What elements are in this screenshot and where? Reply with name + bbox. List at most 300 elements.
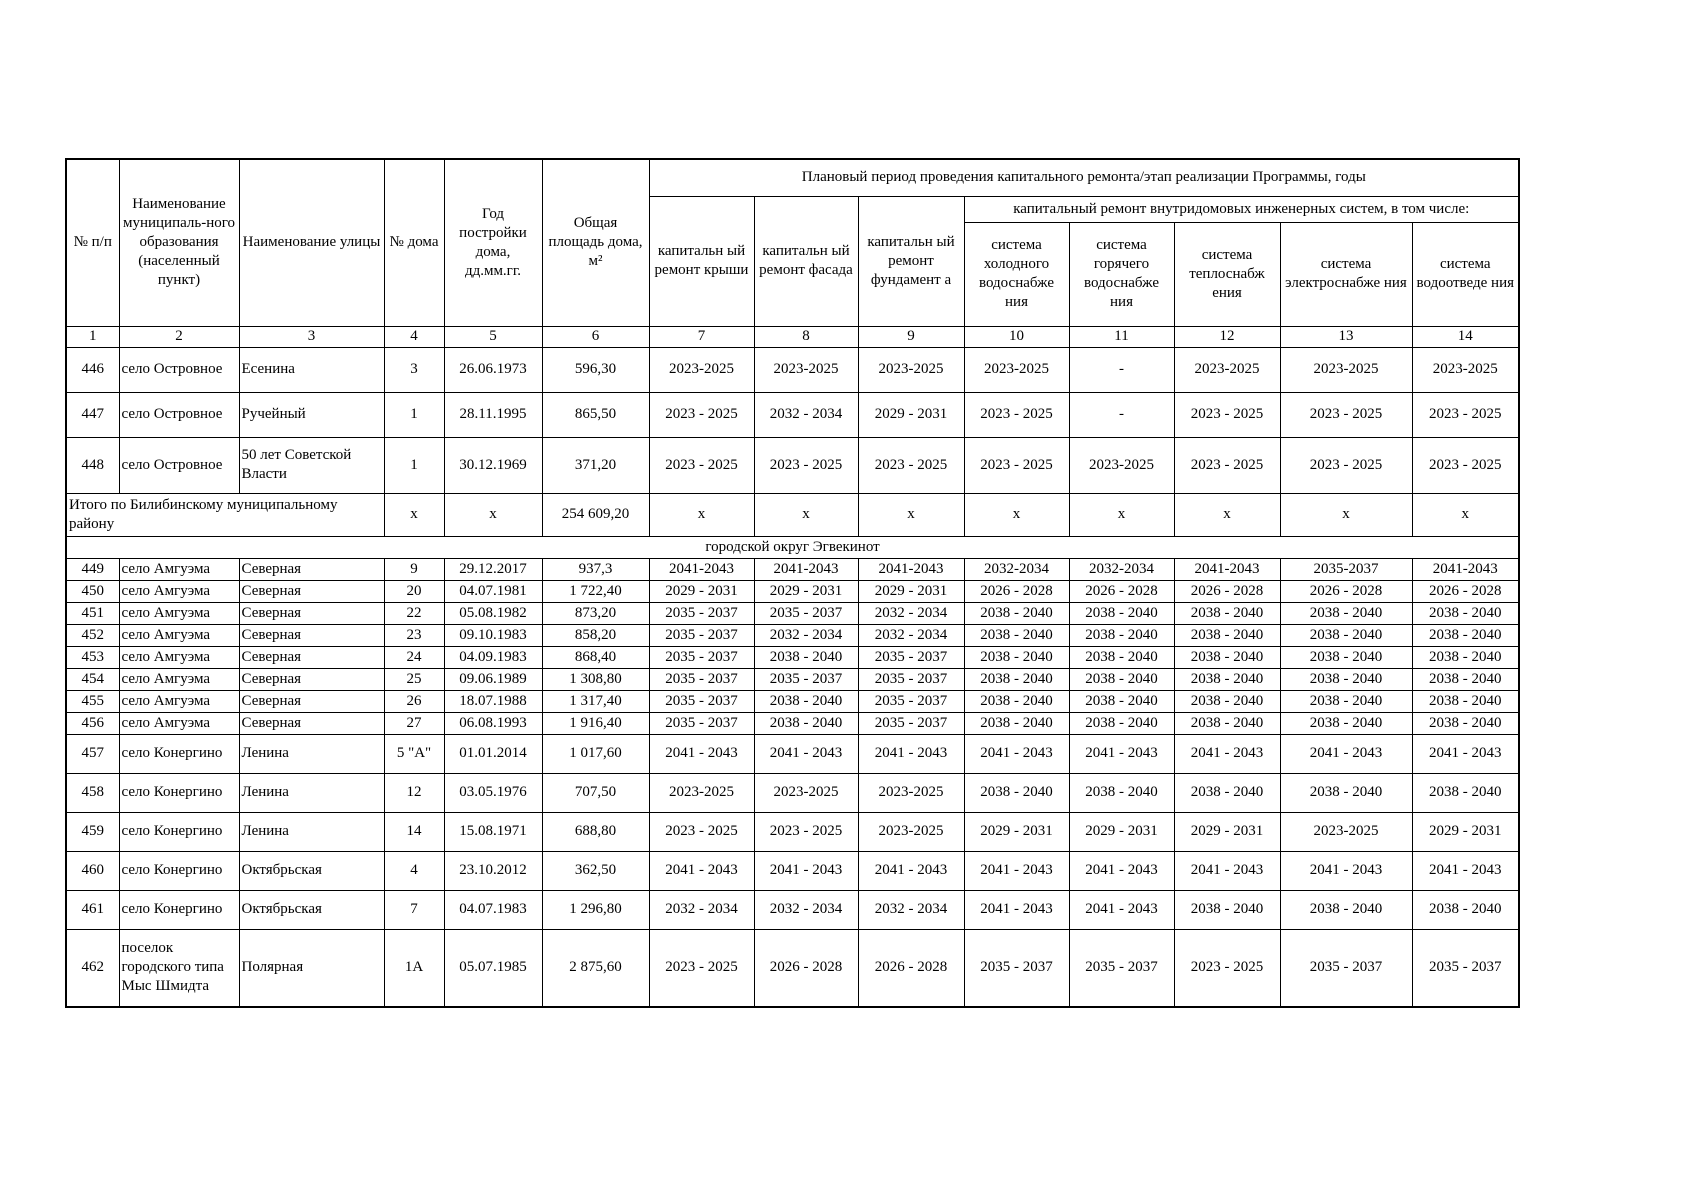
table-cell: 450 xyxy=(66,580,119,602)
table-cell: 1 317,40 xyxy=(542,690,649,712)
column-number: 3 xyxy=(239,326,384,347)
table-row xyxy=(66,392,1519,437)
table-row xyxy=(66,712,1519,734)
table-cell: 2038 - 2040 xyxy=(964,690,1069,712)
table-cell: 452 xyxy=(66,624,119,646)
table-cell: 2038 - 2040 xyxy=(754,690,858,712)
table-cell: 1 xyxy=(384,437,444,493)
table-cell: 2032 - 2034 xyxy=(754,392,858,437)
table-cell: 596,30 xyxy=(542,347,649,392)
table-cell: 23 xyxy=(384,624,444,646)
table-cell: 2038 - 2040 xyxy=(1412,602,1519,624)
total-cell: х xyxy=(858,493,964,536)
table-cell: 01.01.2014 xyxy=(444,734,542,773)
table-cell: 2041 - 2043 xyxy=(964,851,1069,890)
table-cell: 2035 - 2037 xyxy=(649,624,754,646)
table-cell: 23.10.2012 xyxy=(444,851,542,890)
table-cell: Северная xyxy=(239,668,384,690)
table-cell: 2032 - 2034 xyxy=(649,890,754,929)
table-cell: 2038 - 2040 xyxy=(1412,624,1519,646)
column-number: 4 xyxy=(384,326,444,347)
table-cell: 2038 - 2040 xyxy=(1412,690,1519,712)
table-cell: 2032-2034 xyxy=(964,558,1069,580)
table-cell: 2038 - 2040 xyxy=(1412,773,1519,812)
table-cell: 4 xyxy=(384,851,444,890)
column-number: 14 xyxy=(1412,326,1519,347)
table-cell: 2023 - 2025 xyxy=(1174,929,1280,1007)
table-cell: 454 xyxy=(66,668,119,690)
table-row xyxy=(66,624,1519,646)
rows-group-a xyxy=(66,347,1519,493)
table-cell: 2035 - 2037 xyxy=(858,712,964,734)
table-cell: 2038 - 2040 xyxy=(1280,624,1412,646)
header-engineering: капитальный ремонт внутридомовых инженерных систем, в том числе: xyxy=(964,196,1519,222)
column-number: 5 xyxy=(444,326,542,347)
table-cell: 2 875,60 xyxy=(542,929,649,1007)
table-cell: 2038 - 2040 xyxy=(1412,712,1519,734)
table-cell: 458 xyxy=(66,773,119,812)
table-cell: 2041 - 2043 xyxy=(754,851,858,890)
table-cell: 2038 - 2040 xyxy=(1069,690,1174,712)
table-cell: - xyxy=(1069,347,1174,392)
table-cell: 2023 - 2025 xyxy=(649,437,754,493)
table-cell: 2041 - 2043 xyxy=(858,851,964,890)
table-cell: 2038 - 2040 xyxy=(1174,773,1280,812)
table-cell: 2038 - 2040 xyxy=(1280,690,1412,712)
table-cell: Северная xyxy=(239,602,384,624)
table-cell: 2026 - 2028 xyxy=(754,929,858,1007)
table-cell: село Амгуэма xyxy=(119,646,239,668)
header-no: № п/п xyxy=(66,159,119,326)
table-cell: 14 xyxy=(384,812,444,851)
table-cell: 362,50 xyxy=(542,851,649,890)
table-cell: 2035 - 2037 xyxy=(754,668,858,690)
table-cell: 688,80 xyxy=(542,812,649,851)
table-cell: село Амгуэма xyxy=(119,624,239,646)
total-cell: х xyxy=(1069,493,1174,536)
table-cell: 2041 - 2043 xyxy=(1280,734,1412,773)
table-row xyxy=(66,773,1519,812)
rows-group-b xyxy=(66,558,1519,734)
table-cell: 2023 - 2025 xyxy=(964,392,1069,437)
total-cell: х xyxy=(1280,493,1412,536)
table-cell: 2026 - 2028 xyxy=(1280,580,1412,602)
table-cell: 2023 - 2025 xyxy=(1280,392,1412,437)
table-cell: 26 xyxy=(384,690,444,712)
table-cell: 2041 - 2043 xyxy=(1280,851,1412,890)
table-cell: 2041-2043 xyxy=(1174,558,1280,580)
table-cell: 707,50 xyxy=(542,773,649,812)
table-cell: Северная xyxy=(239,624,384,646)
table-cell: 2041 - 2043 xyxy=(1174,851,1280,890)
table-row xyxy=(66,668,1519,690)
table-cell: 457 xyxy=(66,734,119,773)
table-cell: 5 "А" xyxy=(384,734,444,773)
table-cell: 2038 - 2040 xyxy=(1280,646,1412,668)
table-cell: 1 296,80 xyxy=(542,890,649,929)
column-number: 1 xyxy=(66,326,119,347)
table-cell: 460 xyxy=(66,851,119,890)
total-area: 254 609,20 xyxy=(542,493,649,536)
table-cell: село Конергино xyxy=(119,812,239,851)
table-cell: село Амгуэма xyxy=(119,690,239,712)
table-cell: 2032 - 2034 xyxy=(754,890,858,929)
header-planned-period: Плановый период проведения капитального ремонта/этап реализации Программы, годы xyxy=(649,159,1519,196)
table-cell: 2023-2025 xyxy=(964,347,1069,392)
table-cell: 2026 - 2028 xyxy=(1174,580,1280,602)
table-cell: 2023-2025 xyxy=(754,773,858,812)
table-cell: 2035 - 2037 xyxy=(858,646,964,668)
table-cell: 2035 - 2037 xyxy=(649,712,754,734)
table-cell: 06.08.1993 xyxy=(444,712,542,734)
table-cell: 2038 - 2040 xyxy=(1069,712,1174,734)
table-row xyxy=(66,580,1519,602)
table-cell: 2035 - 2037 xyxy=(858,690,964,712)
table-cell: 2023-2025 xyxy=(649,347,754,392)
table-cell: 2023-2025 xyxy=(1280,347,1412,392)
table-cell: 462 xyxy=(66,929,119,1007)
table-cell: 2041 - 2043 xyxy=(649,734,754,773)
table-cell: 2023-2025 xyxy=(858,773,964,812)
table-cell: 30.12.1969 xyxy=(444,437,542,493)
table-cell: 459 xyxy=(66,812,119,851)
header-cold-water: система холодного водоснабже ния xyxy=(964,222,1069,326)
table-cell: село Конергино xyxy=(119,851,239,890)
total-cell: х xyxy=(1174,493,1280,536)
table-cell: 2038 - 2040 xyxy=(964,624,1069,646)
table-cell: 2041 - 2043 xyxy=(858,734,964,773)
table-cell: 1 017,60 xyxy=(542,734,649,773)
table-cell: 2041 - 2043 xyxy=(1069,851,1174,890)
table-cell: 24 xyxy=(384,646,444,668)
column-number: 6 xyxy=(542,326,649,347)
table-cell: 2038 - 2040 xyxy=(964,646,1069,668)
table-cell: 2023-2025 xyxy=(1069,437,1174,493)
table-cell: Северная xyxy=(239,690,384,712)
table-cell: 2038 - 2040 xyxy=(1412,668,1519,690)
rows-group-c xyxy=(66,734,1519,929)
header-sewerage: система водоотведе ния xyxy=(1412,222,1519,326)
table-cell: 2026 - 2028 xyxy=(964,580,1069,602)
table-cell: 2035 - 2037 xyxy=(649,602,754,624)
table-cell: 2041 - 2043 xyxy=(1174,734,1280,773)
table-cell: Северная xyxy=(239,580,384,602)
header-street: Наименование улицы xyxy=(239,159,384,326)
table-cell: 2029 - 2031 xyxy=(1174,812,1280,851)
table-cell: 2038 - 2040 xyxy=(964,712,1069,734)
table-cell: 455 xyxy=(66,690,119,712)
table-cell: 2038 - 2040 xyxy=(1412,890,1519,929)
header-year: Год постройки дома, дд.мм.гг. xyxy=(444,159,542,326)
table-cell: 2035 - 2037 xyxy=(649,646,754,668)
table-cell: 2038 - 2040 xyxy=(1174,668,1280,690)
column-number: 9 xyxy=(858,326,964,347)
table-cell: 2032 - 2034 xyxy=(858,602,964,624)
table-cell: 2032 - 2034 xyxy=(858,890,964,929)
table-cell: село Конергино xyxy=(119,734,239,773)
table-row xyxy=(66,734,1519,773)
table-cell: 2035 - 2037 xyxy=(649,690,754,712)
table-row xyxy=(66,812,1519,851)
table-cell: 2023 - 2025 xyxy=(649,392,754,437)
table-cell: 1 308,80 xyxy=(542,668,649,690)
table-cell: 2023-2025 xyxy=(858,347,964,392)
table-cell: 937,3 xyxy=(542,558,649,580)
table-cell: село Островное xyxy=(119,437,239,493)
table-cell: 451 xyxy=(66,602,119,624)
table-cell: 453 xyxy=(66,646,119,668)
table-cell: 2023 - 2025 xyxy=(754,437,858,493)
table-cell: Ленина xyxy=(239,812,384,851)
table-cell: 2038 - 2040 xyxy=(1069,624,1174,646)
table-cell: 2023 - 2025 xyxy=(964,437,1069,493)
table-cell: 2035 - 2037 xyxy=(964,929,1069,1007)
table-cell: 2041 - 2043 xyxy=(1412,734,1519,773)
rows-group-d xyxy=(66,929,1519,1007)
table-cell: 2038 - 2040 xyxy=(1174,624,1280,646)
column-number-row xyxy=(66,326,1519,347)
table-cell: 1 916,40 xyxy=(542,712,649,734)
table-row xyxy=(66,646,1519,668)
table-cell: 2035 - 2037 xyxy=(1412,929,1519,1007)
repair-program-table xyxy=(65,158,1520,1008)
table-cell: 2023-2025 xyxy=(754,347,858,392)
table-cell: 2041 - 2043 xyxy=(649,851,754,890)
header-house: № дома xyxy=(384,159,444,326)
table-cell: 2023-2025 xyxy=(858,812,964,851)
table-cell: 873,20 xyxy=(542,602,649,624)
table-row xyxy=(66,558,1519,580)
table-cell: 2038 - 2040 xyxy=(1069,646,1174,668)
table-cell: 15.08.1971 xyxy=(444,812,542,851)
header-facade: капитальн ый ремонт фасада xyxy=(754,196,858,326)
table-cell: 2035-2037 xyxy=(1280,558,1412,580)
table-cell: 2038 - 2040 xyxy=(1069,773,1174,812)
table-cell: 2023 - 2025 xyxy=(649,929,754,1007)
table-row xyxy=(66,929,1519,1007)
table-cell: 2023 - 2025 xyxy=(649,812,754,851)
table-cell: село Островное xyxy=(119,347,239,392)
table-cell: 20 xyxy=(384,580,444,602)
table-cell: 25 xyxy=(384,668,444,690)
header-hot-water: система горячего водоснабже ния xyxy=(1069,222,1174,326)
table-cell: 7 xyxy=(384,890,444,929)
table-cell: 449 xyxy=(66,558,119,580)
table-cell: Ленина xyxy=(239,773,384,812)
table-cell: 2035 - 2037 xyxy=(649,668,754,690)
table-cell: 2038 - 2040 xyxy=(1174,890,1280,929)
table-cell: Северная xyxy=(239,712,384,734)
table-cell: 2041 - 2043 xyxy=(964,890,1069,929)
header-foundation: капитальн ый ремонт фундамент а xyxy=(858,196,964,326)
table-cell: 2041 - 2043 xyxy=(1069,734,1174,773)
table-cell: Северная xyxy=(239,558,384,580)
table-cell: 18.07.1988 xyxy=(444,690,542,712)
column-number: 13 xyxy=(1280,326,1412,347)
total-group xyxy=(66,493,1519,558)
table-cell: 2038 - 2040 xyxy=(1412,646,1519,668)
table-cell: 2023 - 2025 xyxy=(1280,437,1412,493)
table-cell: 2038 - 2040 xyxy=(1069,602,1174,624)
table-cell: Северная xyxy=(239,646,384,668)
table-cell: 29.12.2017 xyxy=(444,558,542,580)
table-cell: 03.05.1976 xyxy=(444,773,542,812)
table-cell: 461 xyxy=(66,890,119,929)
table-cell: 1 722,40 xyxy=(542,580,649,602)
table-cell: 2029 - 2031 xyxy=(964,812,1069,851)
table-cell: Октябрьская xyxy=(239,851,384,890)
table-cell: 27 xyxy=(384,712,444,734)
table-cell: - xyxy=(1069,392,1174,437)
table-cell: село Островное xyxy=(119,392,239,437)
table-cell: 05.07.1985 xyxy=(444,929,542,1007)
total-cell: х xyxy=(1412,493,1519,536)
table-cell: 2029 - 2031 xyxy=(649,580,754,602)
table-row xyxy=(66,602,1519,624)
table-cell: Полярная xyxy=(239,929,384,1007)
table-cell: 2023-2025 xyxy=(1280,812,1412,851)
table-cell: 858,20 xyxy=(542,624,649,646)
table-cell: 28.11.1995 xyxy=(444,392,542,437)
table-cell: 2041 - 2043 xyxy=(964,734,1069,773)
table-cell: 04.07.1981 xyxy=(444,580,542,602)
total-cell: х xyxy=(754,493,858,536)
table-cell: 447 xyxy=(66,392,119,437)
table-cell: 2038 - 2040 xyxy=(1280,668,1412,690)
table-cell: 2038 - 2040 xyxy=(1174,646,1280,668)
total-cell: х xyxy=(964,493,1069,536)
table-cell: 2038 - 2040 xyxy=(754,712,858,734)
table-cell: 26.06.1973 xyxy=(444,347,542,392)
table-cell: 2038 - 2040 xyxy=(1280,773,1412,812)
table-cell: 2038 - 2040 xyxy=(1069,668,1174,690)
section-row xyxy=(66,536,1519,558)
table-cell: 2032-2034 xyxy=(1069,558,1174,580)
table-cell: 1А xyxy=(384,929,444,1007)
table-cell: 2038 - 2040 xyxy=(1174,602,1280,624)
table-cell: 2038 - 2040 xyxy=(1174,690,1280,712)
table-cell: 2041-2043 xyxy=(858,558,964,580)
table-cell: 2038 - 2040 xyxy=(964,602,1069,624)
table-cell: 456 xyxy=(66,712,119,734)
table-row xyxy=(66,690,1519,712)
table-cell: 2029 - 2031 xyxy=(858,392,964,437)
table-cell: 446 xyxy=(66,347,119,392)
table-cell: 09.06.1989 xyxy=(444,668,542,690)
header-electric: система электроснабже ния xyxy=(1280,222,1412,326)
table-cell: 2041-2043 xyxy=(754,558,858,580)
table-cell: 2038 - 2040 xyxy=(1280,602,1412,624)
table-cell: 2041-2043 xyxy=(1412,558,1519,580)
header-heating: система теплоснабж ения xyxy=(1174,222,1280,326)
table-cell: 09.10.1983 xyxy=(444,624,542,646)
table-cell: 2023 - 2025 xyxy=(1174,437,1280,493)
table-cell: 2023 - 2025 xyxy=(1174,392,1280,437)
table-cell: 2041 - 2043 xyxy=(1069,890,1174,929)
table-cell: 2038 - 2040 xyxy=(964,668,1069,690)
table-cell: 2026 - 2028 xyxy=(1069,580,1174,602)
table-cell: 2035 - 2037 xyxy=(1280,929,1412,1007)
total-label: Итого по Билибинскому муниципальному району xyxy=(66,493,384,536)
header-municipality: Наименование муниципаль-ного образования (населенный пункт) xyxy=(119,159,239,326)
table-cell: 22 xyxy=(384,602,444,624)
table-cell: 2023-2025 xyxy=(1174,347,1280,392)
table-cell: село Конергино xyxy=(119,890,239,929)
column-number: 7 xyxy=(649,326,754,347)
table-cell: 04.09.1983 xyxy=(444,646,542,668)
table-cell: 868,40 xyxy=(542,646,649,668)
table-cell: 04.07.1983 xyxy=(444,890,542,929)
table-cell: 2023 - 2025 xyxy=(858,437,964,493)
table-cell: 05.08.1982 xyxy=(444,602,542,624)
total-year: х xyxy=(444,493,542,536)
table-cell: 2032 - 2034 xyxy=(754,624,858,646)
table-cell: 2038 - 2040 xyxy=(1280,712,1412,734)
table-cell: 2023 - 2025 xyxy=(754,812,858,851)
total-house: х xyxy=(384,493,444,536)
table-cell: 2035 - 2037 xyxy=(858,668,964,690)
table-cell: 2038 - 2040 xyxy=(1174,712,1280,734)
total-cell: х xyxy=(649,493,754,536)
table-cell: 2023-2025 xyxy=(1412,347,1519,392)
table-cell: село Амгуэма xyxy=(119,558,239,580)
table-cell: 2041-2043 xyxy=(649,558,754,580)
table-cell: 2041 - 2043 xyxy=(754,734,858,773)
table-cell: Октябрьская xyxy=(239,890,384,929)
table-cell: 371,20 xyxy=(542,437,649,493)
table-cell: 2023 - 2025 xyxy=(1412,392,1519,437)
column-number: 8 xyxy=(754,326,858,347)
table-cell: 2035 - 2037 xyxy=(1069,929,1174,1007)
section-title: городской округ Эгвекинот xyxy=(66,536,1519,558)
table-cell: 2026 - 2028 xyxy=(1412,580,1519,602)
table-row xyxy=(66,890,1519,929)
table-cell: 2029 - 2031 xyxy=(1069,812,1174,851)
table-cell: 50 лет Советской Власти xyxy=(239,437,384,493)
table-row xyxy=(66,437,1519,493)
table-cell: 2038 - 2040 xyxy=(1280,890,1412,929)
column-number: 10 xyxy=(964,326,1069,347)
table-row xyxy=(66,851,1519,890)
table-cell: 2029 - 2031 xyxy=(754,580,858,602)
table-cell: 2023-2025 xyxy=(649,773,754,812)
table-cell: 9 xyxy=(384,558,444,580)
table-cell: 12 xyxy=(384,773,444,812)
table-cell: Ленина xyxy=(239,734,384,773)
table-cell: Ручейный xyxy=(239,392,384,437)
column-number: 2 xyxy=(119,326,239,347)
table-cell: село Амгуэма xyxy=(119,712,239,734)
table-cell: Есенина xyxy=(239,347,384,392)
table-cell: 2035 - 2037 xyxy=(754,602,858,624)
table-cell: 2023 - 2025 xyxy=(1412,437,1519,493)
table-cell: 3 xyxy=(384,347,444,392)
table-cell: 2038 - 2040 xyxy=(754,646,858,668)
table-cell: 2026 - 2028 xyxy=(858,929,964,1007)
table-cell: 2032 - 2034 xyxy=(858,624,964,646)
table-cell: 2029 - 2031 xyxy=(858,580,964,602)
table-cell: село Амгуэма xyxy=(119,602,239,624)
column-number: 11 xyxy=(1069,326,1174,347)
column-number: 12 xyxy=(1174,326,1280,347)
table-cell: 1 xyxy=(384,392,444,437)
table-cell: 2038 - 2040 xyxy=(964,773,1069,812)
table-cell: село Амгуэма xyxy=(119,668,239,690)
table-cell: 865,50 xyxy=(542,392,649,437)
table-cell: поселок городского типа Мыс Шмидта xyxy=(119,929,239,1007)
total-row xyxy=(66,493,1519,536)
table-cell: 2029 - 2031 xyxy=(1412,812,1519,851)
